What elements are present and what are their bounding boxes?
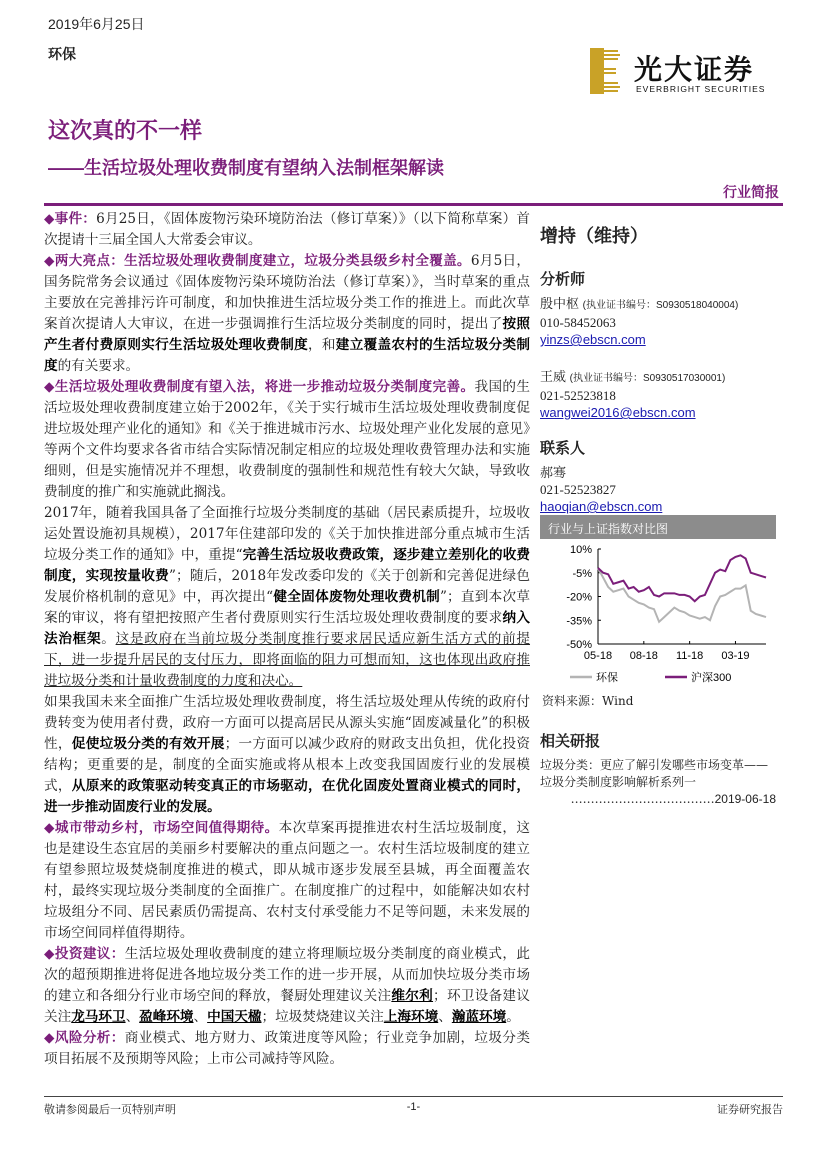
text-span: 这是政府在当前垃圾分类制度推行要求居民适应新生活方式的前提下，进一步提升居民的支付压力，即将面临的阻力可想而知，这也体现出政府推进垃圾分类和计量收费制度的力度和决心。	[44, 631, 531, 689]
text-span: 的有关要求。	[57, 358, 140, 374]
text-span: 本次草案再提推进农村生活垃圾制度，这也是建设生态宜居的美丽乡村要解决的重点问题之一。农村生活垃圾制度的建立有望参照垃圾焚烧制度推进的模式，即从城市逐步发展至县城，再全面覆盖农村，最终实现垃圾分类制度的全面推广。在制度推广的过程中，如能解决如农村垃圾组分不同、居民素质仍需提高、农村支付承受能力不足等问题，未来发展的市场空间同样值得期待。	[44, 820, 531, 941]
section-heading: ◆两大亮点：生活垃圾处理收费制度建立，垃圾分类县级乡村全覆盖。	[44, 253, 471, 269]
text-span: 、	[125, 1009, 140, 1025]
text-span: 健全固体废物处理收费机制	[273, 589, 441, 605]
text-span: 纳入法治框架	[44, 610, 531, 647]
stock-name: 上海环境	[383, 1009, 439, 1025]
chart-svg	[540, 539, 776, 689]
text-span: 6月5日，国务院常务会议通过《固体废物污染环境防治法（修订草案）》，当时草案的重点主要放在完善排污许可制度，和加快推进生活垃圾分类工作的推进上。而此次草案首次提请人大审议，在进一步强调推行生活垃圾分类制度的同时，提出了	[44, 253, 530, 332]
stock-name: 中国天楹	[207, 1009, 262, 1025]
footer-disclaimer: 敬请参阅最后一页特别声明	[44, 1104, 176, 1116]
text-span: 。	[506, 1009, 520, 1025]
paragraph	[44, 944, 530, 1028]
legend-label: 环保	[596, 672, 618, 684]
text-span: ，和	[308, 337, 336, 353]
stock-name: 瀚蓝环境	[451, 1009, 507, 1025]
contact-name: 郝骞	[540, 465, 567, 480]
text-span: 建立覆盖农村的生活垃圾分类制度	[44, 337, 531, 374]
analyst-phone: 021-52523818	[540, 388, 616, 403]
company-logo	[590, 48, 780, 98]
text-span: 从原来的政策驱动转变真正的市场驱动，在优化固废处置商业模式的同时，进一步推动固废行业的发展。	[44, 778, 531, 815]
y-tick-label: -35%	[566, 615, 592, 628]
text-span: 。	[101, 631, 116, 647]
logo-cn-text: 光大证券	[634, 53, 755, 86]
everbright-logo-icon	[590, 48, 624, 94]
text-span: 2017年，随着我国具备了全面推行垃圾分类制度的基础（居民素质提升，垃圾收运处置设施初具规模），2017年住建部印发的《关于加快推进部分重点城市生活垃圾分类工作的通知》中，重提“	[44, 505, 530, 563]
report-subtitle: ——生活垃圾处理收费制度有望纳入法制框架解读	[48, 158, 444, 178]
analyst-email-link[interactable]: yinzs@ebscn.com	[540, 332, 646, 347]
chart-source: 资料来源：Wind	[542, 694, 634, 708]
analyst-name: 王威	[540, 369, 567, 384]
page-footer	[44, 1096, 783, 1118]
text-span: 商业模式、地方财力、政策进度等风险；行业竞争加剧，垃圾分类项目拓展不及预期等风险；上市公司减持等风险。	[44, 1030, 530, 1067]
legend-label: 沪深300	[691, 672, 732, 684]
text-span: 生活垃圾处理收费制度的建立将理顺垃圾分类制度的商业模式，此次的超预期推进将促进各地垃圾分类工作的进一步开展，从而加快垃圾分类市场的建立和各细分行业市场空间的释放，餐厨处理建议关注	[44, 946, 530, 1004]
contact-email-link[interactable]: haoqian@ebscn.com	[540, 499, 663, 514]
y-tick-label: -5%	[572, 567, 592, 580]
y-tick-label: -20%	[566, 591, 592, 604]
stock-name: 盈峰环境	[139, 1009, 194, 1025]
comparison-chart	[540, 515, 776, 694]
report-type: 行业简报	[723, 184, 779, 200]
x-tick-label: 08-18	[629, 650, 658, 662]
text-span: ；环卫设备建议关注	[44, 988, 531, 1025]
rating: 增持（维持）	[540, 226, 648, 246]
page-number: -1-	[406, 1101, 421, 1113]
chart-title: 行业与上证指数对比图	[540, 515, 776, 539]
text-span: 促使垃圾分类的有效开展	[71, 736, 225, 752]
analyst-0	[540, 295, 780, 348]
header-divider	[44, 203, 783, 206]
text-span: ”；直到本次草案的审议，将有望把按照产生者付费原则实行生活垃圾处理收费制度的要求	[44, 589, 531, 626]
text-span: 我国的生活垃圾处理收费制度建立始于2002年，《关于实行城市生活垃圾处理收费制度促进垃圾处理产业化的通知》和《关于推进城市污水、垃圾处理产业化发展的意见》等两个文件均要求各省市结合实际情况制定相应的垃圾处理收费管理办法和实施细则，但是实施情况并不理想，收费制度的强制性和规范性有较大欠缺，导致收费制度的推广和实施就此搁浅。	[44, 379, 531, 500]
paragraph	[44, 503, 530, 692]
stock-name: 龙马环卫	[71, 1009, 126, 1025]
related-dots: ………………………………	[570, 792, 715, 806]
analyst-email-link[interactable]: wangwei2016@ebscn.com	[540, 405, 696, 420]
report-body	[44, 209, 530, 1070]
related-heading: 相关研报	[540, 733, 601, 750]
report-date: 2019年6月25日	[48, 16, 145, 32]
contact-phone: 021-52523827	[540, 482, 616, 497]
text-span: ；一方面可以减少政府的财政支出负担，优化投资结构；更重要的是，制度的全面实施或将从根本上改变我国固废行业的发展模式，	[44, 736, 531, 794]
text-span: ”；随后，2018年发改委印发的《关于创新和完善促进绿色发展价格机制的意见》中，再次提出“	[44, 568, 531, 605]
section-heading: ◆生活垃圾处理收费制度有望入法，将进一步推动垃圾分类制度完善。	[44, 379, 475, 395]
x-tick-label: 03-19	[721, 650, 750, 662]
text-span: 、	[193, 1009, 208, 1025]
paragraph	[44, 692, 530, 818]
text-span: 如果我国未来全面推广生活垃圾处理收费制度，将生活垃圾处理从传统的政府付费转变为使用者付费，政府一方面可以提高居民从源头实施“固废减量化”的积极性，	[44, 694, 530, 752]
analyst-cert: (执业证书编号：S0930518040004)	[582, 300, 739, 311]
sector-label: 环保	[48, 46, 76, 62]
text-span: ；垃圾焚烧建议关注	[261, 1009, 384, 1025]
paragraph	[44, 1028, 530, 1070]
footer-report-label: 证券研究报告	[717, 1104, 783, 1116]
related-report-link[interactable]: 垃圾分类：更应了解引发哪些市场变革——垃圾分类制度影响解析系列一	[540, 758, 769, 789]
text-span: 6月25日，《固体废物污染环境防治法（修订草案）》（以下简称草案）首次提请十三届全国人大常委会审议。	[44, 211, 530, 248]
contact-heading: 联系人	[540, 440, 586, 457]
analyst-name: 殷中枢	[540, 296, 580, 311]
analyst-phone: 010-58452063	[540, 315, 616, 330]
paragraph	[44, 377, 530, 503]
related-date: 2019-06-18	[714, 792, 776, 806]
sidebar	[540, 222, 780, 515]
text-span: 、	[438, 1009, 452, 1025]
paragraph	[44, 209, 530, 251]
section-heading: ◆城市带动乡村，市场空间值得期待。	[44, 820, 279, 836]
text-span: 按照产生者付费原则实行生活垃圾处理收费制度	[44, 316, 531, 353]
x-tick-label: 05-18	[583, 650, 613, 662]
paragraph	[44, 818, 530, 944]
section-heading: ◆风险分析：	[44, 1030, 125, 1046]
stock-name: 维尔利	[391, 988, 434, 1004]
paragraph	[44, 251, 530, 377]
section-heading: ◆投资建议：	[44, 946, 125, 962]
analyst-1	[540, 368, 780, 421]
x-tick-label: 11-18	[675, 650, 704, 662]
logo-en-text: EVERBRIGHT SECURITIES	[636, 84, 766, 94]
y-tick-label: 10%	[569, 544, 592, 556]
text-span: 完善生活垃圾收费政策，逐步建立差别化的收费制度，实现按量收费	[44, 547, 531, 584]
series-line-hs300	[598, 555, 766, 601]
analyst-heading: 分析师	[540, 271, 586, 288]
y-tick-label: -50%	[566, 639, 592, 651]
section-heading: ◆事件：	[44, 211, 97, 227]
report-title: 这次真的不一样	[48, 118, 203, 143]
related-research	[540, 724, 776, 808]
analyst-cert: (执业证书编号：S0930517030001)	[569, 373, 726, 384]
